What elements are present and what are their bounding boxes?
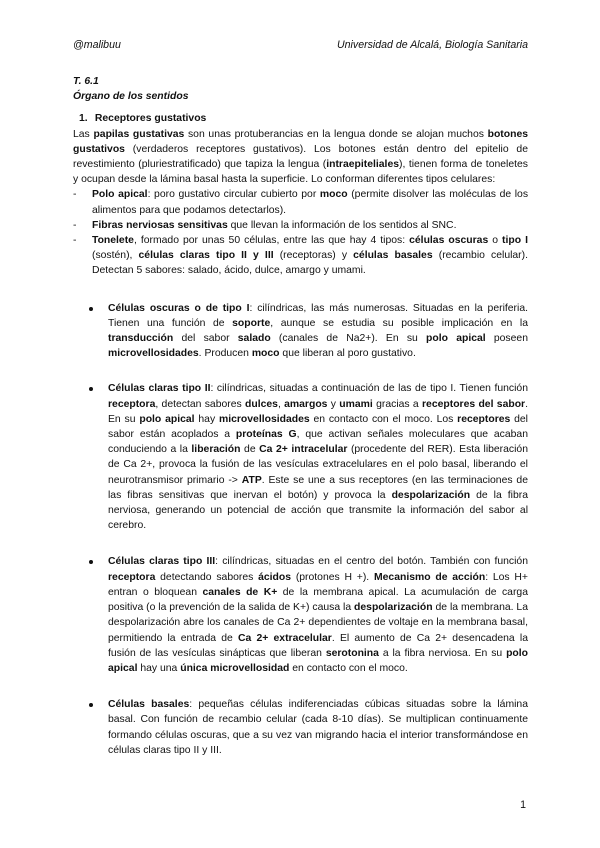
bold-term: canales de K+ <box>202 586 278 598</box>
bold-term: amargos <box>284 398 328 410</box>
section-number: 1. <box>79 113 88 125</box>
bold-term: polo apical <box>139 413 195 425</box>
bold-term: Células claras tipo II <box>108 383 211 395</box>
bold-term: única microvellosidad <box>180 662 290 674</box>
bold-term: Células oscuras o de tipo I <box>108 302 250 314</box>
bold-term: receptora <box>108 571 156 583</box>
bold-term: Células claras tipo III <box>108 556 216 568</box>
bold-term: Células basales <box>108 699 190 711</box>
cells-list-1 <box>73 301 528 362</box>
bold-term: salado <box>237 333 271 345</box>
header-university: Universidad de Alcalá, Biología Sanitaria <box>337 39 528 51</box>
bullet-celulas-claras-ii: Células claras tipo II: cilíndricas, situadas a continuación de las de tipo I. Tienen función receptora, detectan sabores dulces, amargos y umami gracias a receptores del sabor. En su polo apical hay microvellosidades en contacto con el moco. Los receptores del sabor están acoplados a proteínas G, que activan señales moleculares que acaban conduciendo a la liberación de Ca 2+ intracelular (procedente del RER). Esta liberación de Ca 2+, provoca la fusión de las vesículas extracelulares en el polo basal, liberando el neurotransmisor primario -> ATP. Este se une a sus receptores (en las terminaciones de las fibras sensitivas que inervan el botón) y provoca la despolarización de la fibra nerviosa, generando un potencial de acción que transmite la información del sabor al cerebro. <box>108 381 528 533</box>
list-item-polo-apical: - Polo apical: poro gustativo circular cubierto por moco (permite disolver las moléculas de los alimentos para que podamos detectarlos). <box>73 187 528 217</box>
cells-list-3 <box>73 554 528 676</box>
bold-term: Tonelete <box>92 235 134 247</box>
bold-term: despolarización <box>391 489 471 501</box>
cells-list-2 <box>73 381 528 533</box>
bold-term: soporte <box>232 317 271 329</box>
bullet-celulas-oscuras: Células oscuras o de tipo I: cilíndricas, las más numerosas. Situadas en la periferia. Tienen una función de soporte, aunque se estudia su posible implicación en la transducción del sabor salado (canales de Na2+). En su polo apical poseen microvellosidades. Producen moco que liberan al poro gustativo. <box>108 301 528 362</box>
bold-term: papilas gustativas <box>93 128 185 140</box>
bold-term: polo apical <box>426 333 486 345</box>
bold-term: microvellosidades <box>108 348 199 360</box>
bold-term: serotonina <box>325 647 379 659</box>
bold-term: ATP <box>241 474 262 486</box>
bold-term: microvellosidades <box>218 413 310 425</box>
bold-term: Ca 2+ extracelular <box>237 632 332 644</box>
bold-term: moco <box>319 189 348 201</box>
bold-term: botones gustativos <box>73 128 528 155</box>
bold-term: Ca 2+ intracelular <box>259 444 348 456</box>
bold-term: intraepiteliales <box>326 159 399 171</box>
bold-term: umami <box>339 398 373 410</box>
bold-term: células oscuras <box>409 235 489 247</box>
list-item-fibras-nerviosas: - Fibras nerviosas sensitivas que llevan la información de los sentidos al SNC. <box>73 218 528 233</box>
bold-term: tipo I <box>502 235 528 247</box>
list-item-tonelete: - Tonelete, formado por unas 50 células, entre las que hay 4 tipos: células oscuras o tipo I (sostén), células claras tipo II y III (receptoras) y células basales (recambio celular). Detectan 5 sabores: salado, ácido, dulce, amargo y umami. <box>73 233 528 279</box>
bold-term: células basales <box>353 250 433 262</box>
bold-term: Polo apical <box>92 189 148 201</box>
bold-term: transducción <box>108 333 174 345</box>
section-heading <box>73 111 528 126</box>
intro-paragraph: Las papilas gustativas son unas protuberancias en la lengua donde se alojan muchos botones gustativos (verdaderos receptores gustativos). Los botones están dentro del epitelio de revestimiento (pluriestratificado) que tapiza la lengua (intraepiteliales), tienen forma de toneletes y ocupan desde la lámina basal hasta la superficie. Lo conforman diferentes tipos celulares: <box>73 128 528 186</box>
section-title: Receptores gustativos <box>94 113 207 125</box>
bold-term: Mecanismo de acción <box>373 571 486 583</box>
bold-term: moco <box>251 348 280 360</box>
page-number: 1 <box>520 799 526 811</box>
bold-term: ácidos <box>258 571 292 583</box>
bold-term: dulces <box>245 398 278 410</box>
bold-term: receptores del sabor <box>422 398 526 410</box>
topic-title: Órgano de los sentidos <box>73 91 189 103</box>
bold-term: células claras tipo II y III <box>138 250 274 262</box>
cells-list-4 <box>73 697 528 758</box>
header-author: @malibuu <box>73 39 121 51</box>
bold-term: liberación <box>191 444 241 456</box>
bold-term: receptora <box>108 398 156 410</box>
bold-term: Fibras nerviosas sensitivas <box>92 219 228 231</box>
bold-term: despolarización <box>354 602 433 614</box>
bullet-celulas-claras-iii: Células claras tipo III: cilíndricas, situadas en el centro del botón. También con función receptora detectando sabores ácidos (protones H +). Mecanismo de acción: Los H+ entran o bloquean canales de K+ de la membrana apical. La acumulación de carga positiva (o la prevención de la salida de K+) causa la despolarización de la membrana. La despolarización abre los canales de Ca 2+ dependientes de voltaje en la membrana basal, permitiendo la entrada de Ca 2+ extracelular. El aumento de Ca 2+ desencadena la fusión de las vesículas sinápticas que liberan serotonina a la fibra nerviosa. En su polo apical hay una única microvellosidad en contacto con el moco. <box>108 554 528 676</box>
bold-term: polo apical <box>108 647 528 674</box>
bold-term: proteínas G <box>235 429 297 441</box>
bold-term: receptores <box>457 413 511 425</box>
bullet-celulas-basales: Células basales: pequeñas células indiferenciadas cúbicas situadas sobre la lámina basal. Con función de recambio celular (cada 8-10 días). Se multiplican continuamente formando células oscuras, que a su vez van migrando hacia el interior transformándose en células claras tipo II y III. <box>108 697 528 758</box>
document-body <box>73 74 528 758</box>
topic-code: T. 6.1 <box>73 76 99 87</box>
cell-types-list <box>73 187 528 278</box>
